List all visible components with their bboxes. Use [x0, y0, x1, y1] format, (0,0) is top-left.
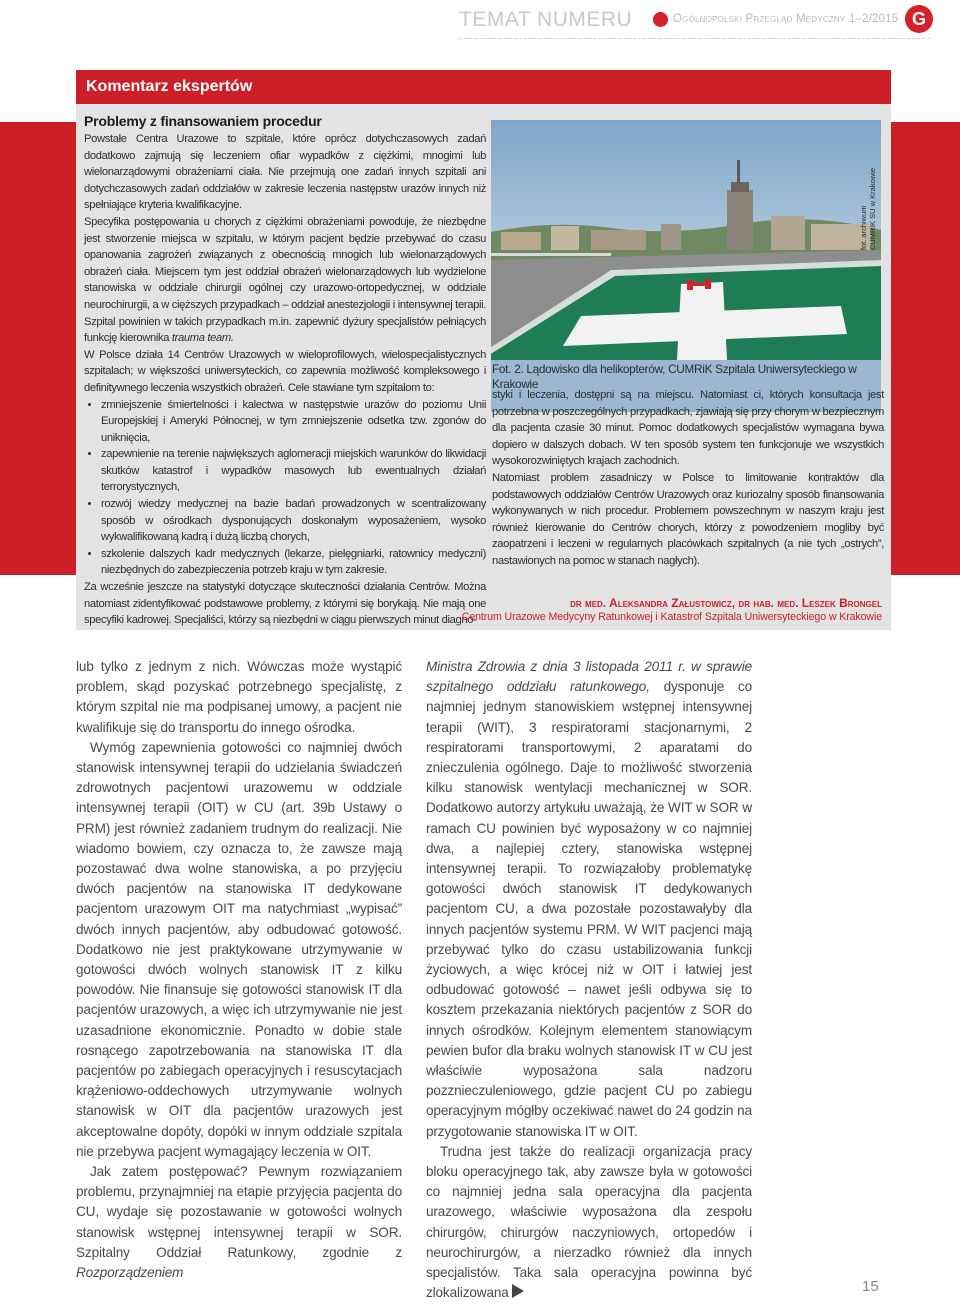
continue-arrow-icon	[512, 1284, 524, 1298]
issue-number: 1–2/2015	[848, 13, 899, 25]
commentary-paragraph: Natomiast problem zasadniczy w Polsce to limitowanie kontraktów dla podstawowych oddziałów Centrów Urazowych oraz kuriozalny sposób finansowania wykonywanych w nich procedur. Problemem powszechnym w naszym kraju jest również kierowanie do Centrów chorych, którzy z powodzeniem mogliby być zaopatrzeni i leczeni w regularnych placówkach szpitalnych (a nie tych „ostrych”, nastawionych na pomoc w stanach nagłych).	[492, 471, 884, 567]
article-column-right	[426, 657, 752, 1304]
magazine-name: Ogólnopolski Przegląd Medyczny	[673, 13, 846, 25]
commentary-heading: Problemy z finansowaniem procedur	[84, 113, 322, 129]
commentary-paragraph: Powstałe Centra Urazowe to szpitale, które oprócz dotychczasowych zadań dodatkowo zajmują się leczeniem ofiar wypadków z ciężkimi, mnogimi lub wielonarządowymi obrażeniami ciała. Nie przejmują one zadań innych szpitali ani dotychczasowych zadań oddziałów w zakresie leczenia następstw urazów innych niż spełniające kryteria kwalifikacyjne.	[84, 133, 486, 212]
commentary-paragraph: W Polsce działa 14 Centrów Urazowych w wieloprofilowych, wielospecjalistycznych szpitalach; w większości uniwersyteckich, co zapewnia możliwość kompleksowego i definitywnego leczenia wszystkich obrażeń. Cele stawiane tym szpitalom to:	[84, 348, 486, 394]
commentary-paragraph: Za wcześnie jeszcze na statystyki dotyczące skuteczności działania Centrów. Można natomiast zidentyfikować podstawowe problemy, z którymi się borykają. Nie mają one specyfiki kadrowej. Specjaliści, którzy są niezbędni w ciągu pierwszych minut diagno-	[84, 581, 486, 627]
expert-commentary-box	[76, 70, 891, 630]
section-title: TEMAT NUMERU	[459, 8, 633, 31]
article-column-left	[76, 657, 402, 1283]
photo-credit-line: fot. archiwum	[859, 205, 868, 251]
article-text: Trudna jest także do realizacji organizacja pracy bloku operacyjnego tak, aby zawsze była w gotowości co najmniej jedna sala operacyjna dla pacjenta urazowego, właściwie wyposażona dla zespołu chirurgów, chirurgów naczyniowych, ortopedów i neurochirurgów, a nierzadko również dla innych specjalistów. Taka sala operacyjna powinna być zlokalizowana	[426, 1143, 752, 1301]
commentary-affiliation: Centrum Urazowe Medycyny Ratunkowej i Katastrof Szpitala Uniwersyteckiego w Krakowie	[461, 611, 882, 623]
magazine-title	[673, 13, 898, 25]
article-paragraph: Wymóg zapewnienia gotowości co najmniej dwóch stanowisk intensywnej terapii do udzielania świadczeń zdrowotnych pacjentowi urazowemu w oddziale intensywnej terapii (OIT) w CU (art. 39b Ustawy o PRM) jest również zadaniem trudnym do realizacji. Nie wiadomo bowiem, czy oznacza to, że zawsze mają pozostawać dwa wolne stanowiska, a po przyjęciu dwóch pacjentów na stanowiska IT dedykowane pacjentom urazowym OIT ma natychmiast „wypisać” dwóch innych pacjentów, aby odbudować gotowość. Dodatkowo nie jest praktykowane utrzymywanie w gotowości dwóch wolnych stanowisk IT z kilku powodów. Nie finansuje się gotowości stanowisk IT dla pacjentów urazowych, a więc ich utrzymywanie nie jest uzasadnione ekonomicznie. Ponadto w dobie stale rosnącego zapotrzebowania na stanowiska IT dla pacjentów po zabiegach operacyjnych i resuscytacjach krążeniowo-oddechowych utrzymywanie wolnych stanowisk w OIT dla pacjentów urazowych jest akceptowalne dopóty, dopóki w innym oddziale szpitala nie przebywa pacjent wymagający leczenia w OIT.	[76, 739, 402, 1159]
goals-list-item: • szkolenie dalszych kadr medycznych (lekarze, pielęgniarki, ratownicy medyczni) niezbędnych do zabezpieczenia potrzeb kraju w tym zakresie.	[101, 546, 486, 579]
article-italic: Ministra Zdrowia z dnia 3 listopada 2011 r. w sprawie szpitalnego oddziału ratunkowego,	[426, 659, 752, 695]
photo-credit	[859, 168, 877, 250]
photo-credit-line: CUMRiK SU w Krakowie	[868, 168, 877, 251]
commentary-authors: dr med. Aleksandra Załustowicz, dr hab. med. Leszek Brongel	[570, 596, 882, 610]
commentary-text: Specyfika postępowania u chorych z ciężkimi obrażeniami powoduje, że niezbędne jest stworzenie miejsca w szpitalu, w którym pacjent będzie przebywać do czasu opanowania zagrożeń związanych z obecnością mnogich lub wielonarządowych obrażeń ciała. Miejscem tym jest oddział obrażeń wielonarządowych lub wydzielone stanowiska w oddziale chirurgii ogólnej czy urazowo-ortopedycznej, w oddziale neurochirurgii, a w cięższych przypadkach – oddział anestezjologii i intensywnej terapii. Szpital powinien w takich przypadkach m.in. zapewnić dyżury specjalistów pełniących funkcję kierownika	[84, 215, 486, 345]
goals-list-item: • zapewnienie na terenie największych aglomeracji miejskich warunków do likwidacji skutków katastrof i wypadków masowych lub ewentualnych działań terrorystycznych,	[101, 446, 486, 496]
article-text: dysponuje co najmniej jednym stanowiskiem wstępnej intensywnej terapii (WIT), 3 respiratorami stacjonarnymi, 2 respiratorami transportowymi, 2 aparatami do znieczulenia ogólnego. Daje to możliwość stworzenia kilku stanowisk wentylacji mechanicznej w SOR. Dodatkowo autorzy artykułu uważają, że WIT w SOR w ramach CU powinien być wyposażony w co najmniej dwa, a najlepiej cztery, stanowiska wstępnej intensywnej terapii. To rozwiązałoby problematykę gotowości dwóch stanowisk IT dedykowanych pacjentom CU, a dwa pozostałe pozostawałyby dla innych pacjentów systemu PRM. W WIT pacjenci mają przebywać tylko do czasu ustabilizowania funkcji życiowych, a więc krócej niż w OIT i łatwiej jest odbudować gotowość – nawet jeśli odbywa się to kosztem przekazania niektórych pacjentów z SOR do innych ośrodków. Kolejnym elementem stanowiącym pewien bufor dla braku wolnych stanowisk IT w CU jest właściwie wyposażona sala nadzoru pozznieczuleniowego, gdzie pacjent CU po zabiegu operacyjnym mógłby oczekiwać nawet do 24 godzin na przygotowanie stanowiska IT w OIT.	[426, 679, 752, 1139]
helipad-illustration	[491, 120, 881, 360]
box-title: Komentarz ekspertów	[76, 70, 891, 104]
trauma-team-term: trauma team.	[171, 332, 234, 345]
commentary-paragraph: styki i leczenia, dostępni są na miejscu. Natomiast ci, których konsultacja jest potrzebna w poszczególnych przypadkach, zjawiają się przy chorym w bezpiecznym dla pacjenta czasie 30 minut. Pomoc dodatkowych specjalistów wymagana bywa dopiero w dalszych dobach. W ten sposób system ten funkcjonuje we wszystkich wysokorozwiniętych krajach zachodnich.	[492, 389, 884, 468]
article-paragraph	[426, 1142, 752, 1304]
photo-caption: Fot. 2. Lądowisko dla helikopterów, CUMRiK Szpitala Uniwersyteckiego w Krakowie	[492, 362, 857, 391]
article-italic: Rozporządzeniem	[76, 1265, 184, 1281]
article-paragraph: lub tylko z jednym z nich. Wówczas może wystąpić problem, skąd pozyskać potrzebnego specjalistę, z którym szpital nie ma podpisanej umowy, a pacjent nie kwalifikuje się do transportu do innego ośrodka.	[76, 659, 402, 735]
goals-list	[84, 397, 486, 580]
commentary-left-column	[84, 112, 486, 629]
page-number: 15	[862, 1278, 879, 1295]
header-divider	[459, 38, 930, 39]
goals-list-item: • rozwój wiedzy medycznej na bazie badań prowadzonych w scentralizowany sposób w ośrodkach dysponujących doskonałym wyposażeniem, wysoko wykwalifikowaną kadrą i dużą liczbą chorych,	[101, 496, 486, 546]
magazine-logo: G	[905, 5, 933, 33]
article-paragraph	[426, 657, 752, 1142]
article-text: Jak zatem postępować? Pewnym rozwiązaniem problemu, przynajmniej na etapie przyjęcia pacjenta do CU, wydaje się pozostawanie w gotowości wolnych stanowisk wstępnej intensywnej terapii w SOR. Szpitalny Oddział Ratunkowy, zgodnie z	[76, 1164, 402, 1260]
header-dot	[653, 12, 668, 27]
goals-list-item: • zmniejszenie śmiertelności i kalectwa w następstwie urazów do poziomu Unii Europejskiej i Ameryki Północnej, w tym zmniejszenie odsetka tzw. zgonów do uniknięcia,	[101, 397, 486, 447]
commentary-right-column	[492, 387, 884, 570]
commentary-paragraph	[84, 214, 486, 347]
article-paragraph	[76, 1162, 402, 1283]
